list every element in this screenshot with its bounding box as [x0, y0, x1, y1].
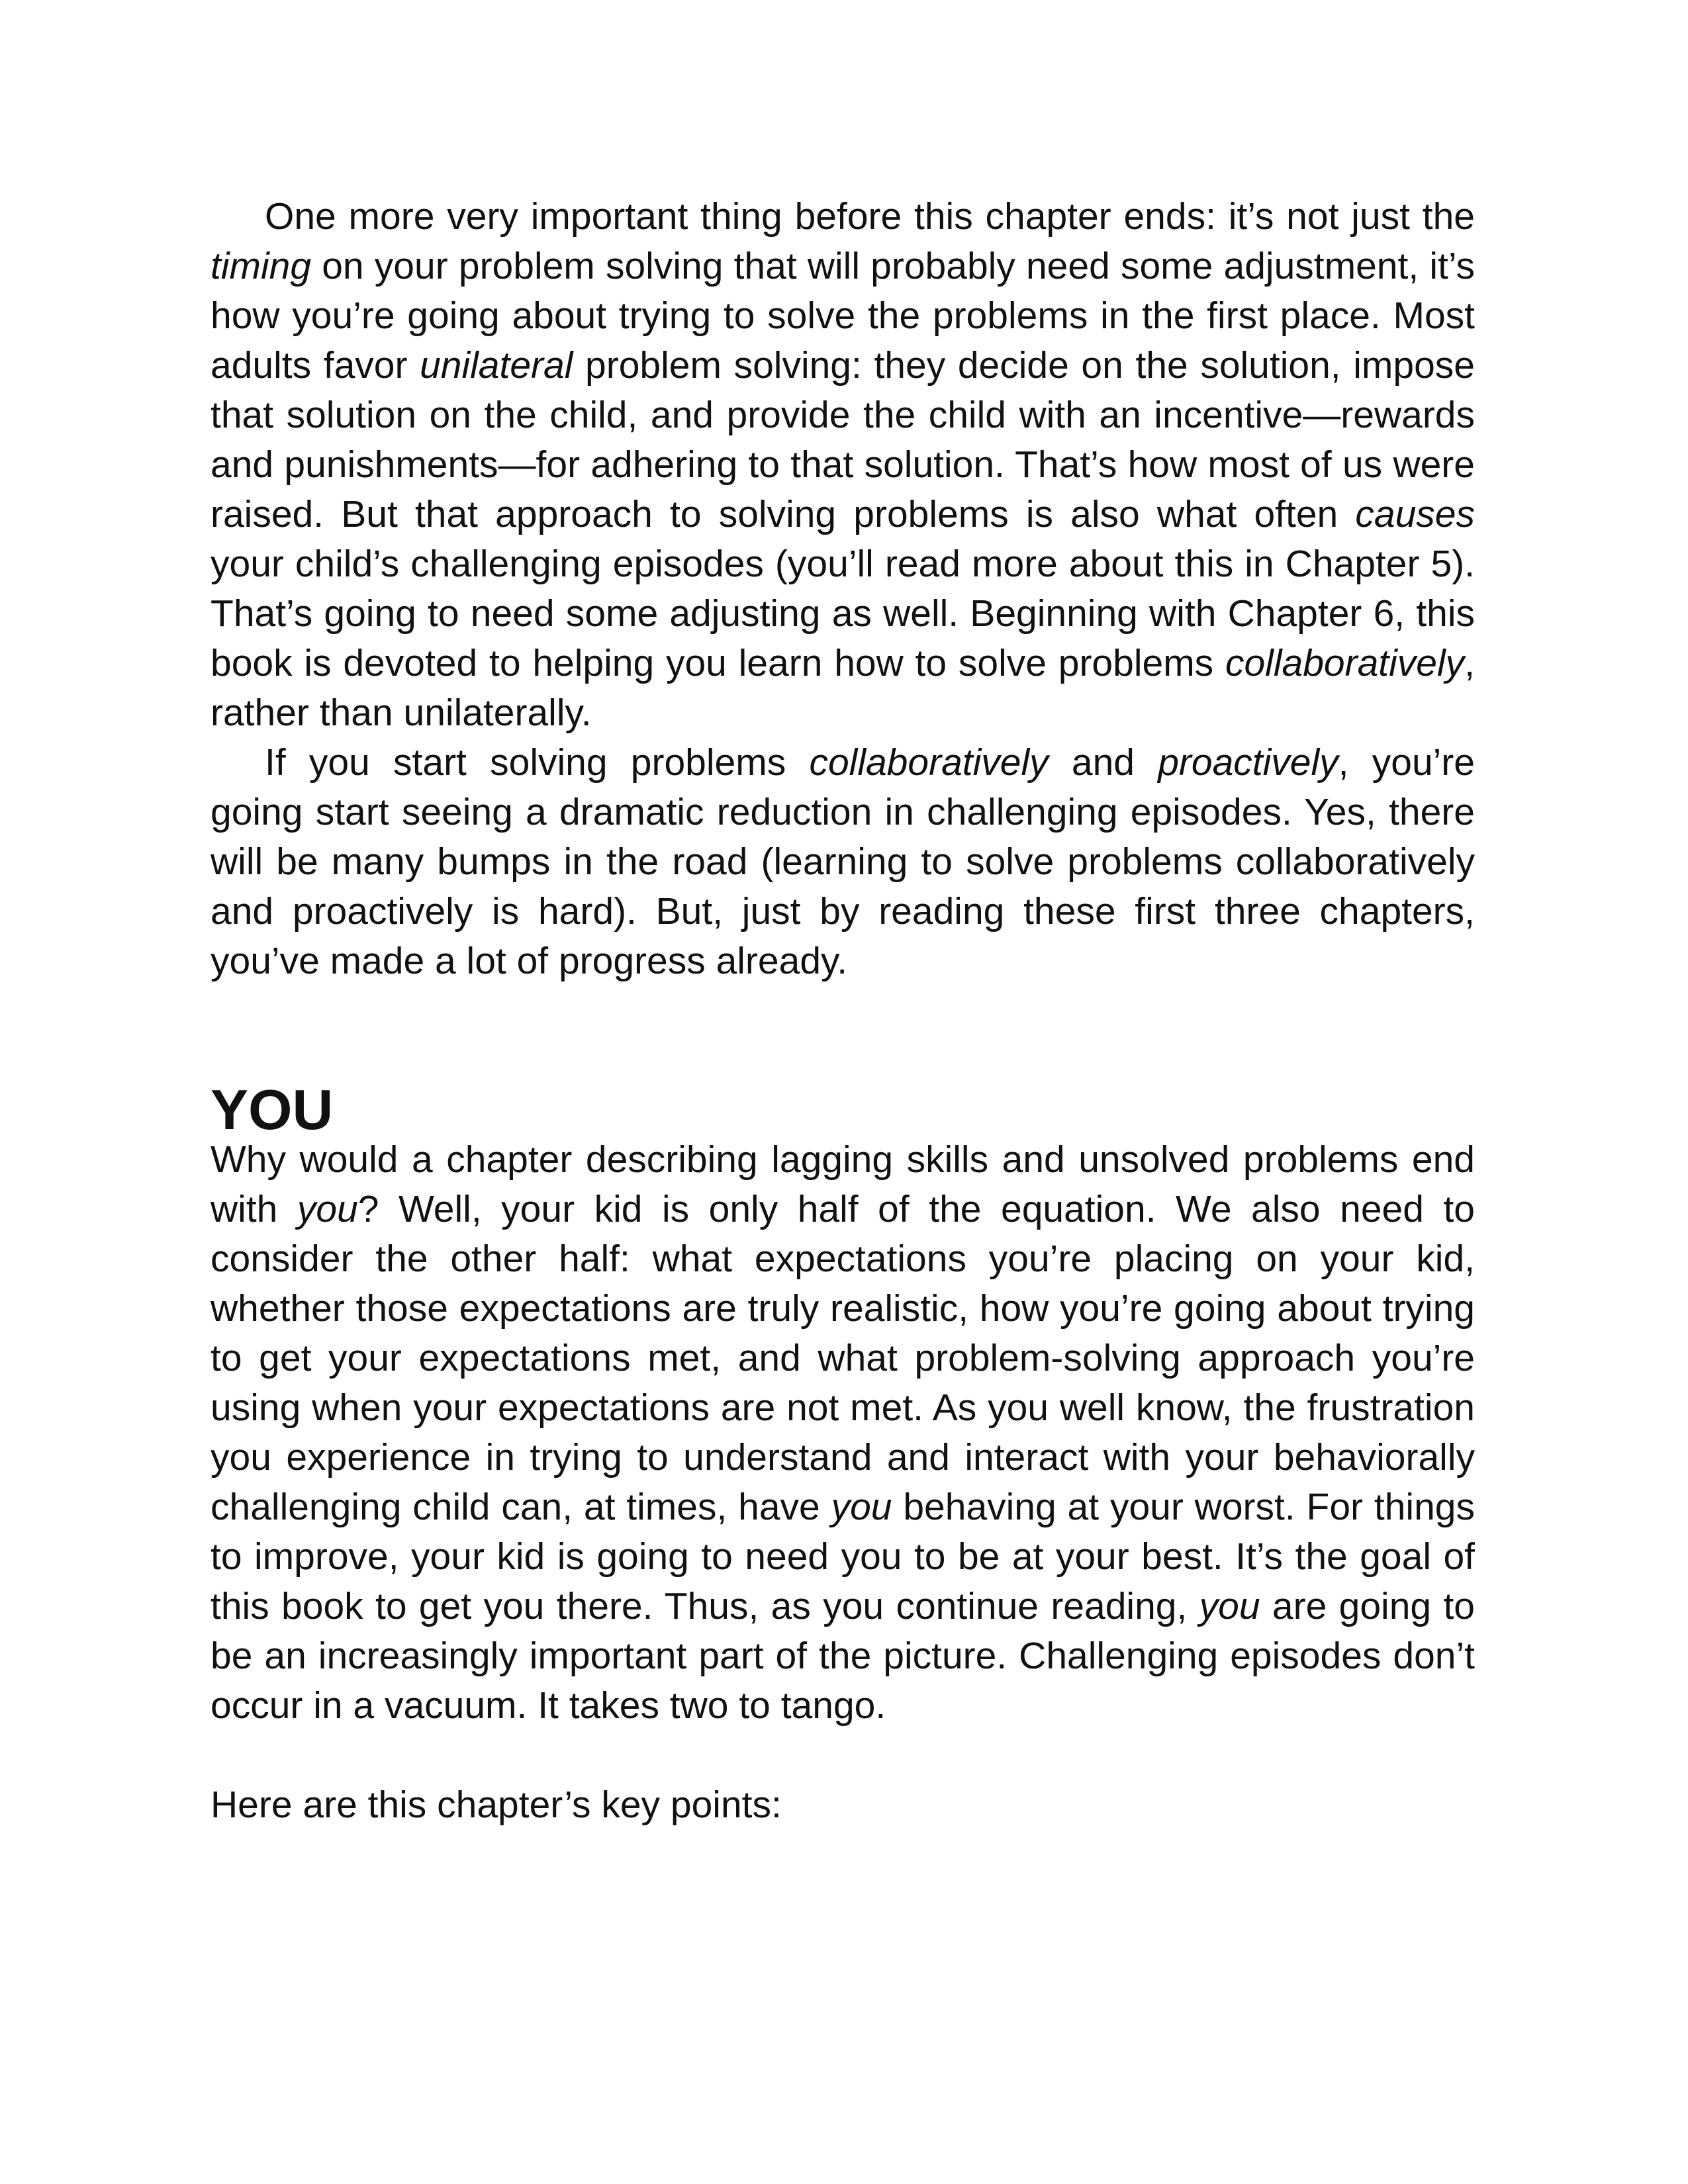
section-heading-you: YOU: [211, 1079, 334, 1142]
emphasis: you: [297, 1188, 358, 1230]
emphasis: proactively: [1158, 741, 1338, 784]
emphasis: collaboratively: [809, 741, 1049, 784]
emphasis: you: [1199, 1585, 1260, 1627]
emphasis: unilateral: [420, 344, 573, 387]
paragraph-collaborative-proactive: If you start solving problems collaboratively and proactively, you’re going start seeing a dramatic reduction in challenging episodes. Yes, there will be many bumps in the road (learning to solve problems collaboratively and proactively is hard). But, just by reading these first three chapters, you’ve made a lot of progress already.: [211, 741, 1475, 982]
emphasis: timing: [211, 245, 312, 287]
key-points-intro: Here are this chapter’s key points:: [211, 1784, 782, 1826]
emphasis: you: [831, 1486, 892, 1528]
emphasis: collaboratively: [1225, 642, 1465, 684]
emphasis: causes: [1355, 493, 1475, 535]
paragraph-you-section: Why would a chapter describing lagging skills and unsolved problems end with you? Well, your kid is only half of the equation. We also need to consider the other half: what expectations you’re placing on your kid, whether those expectations are truly realistic, how you’re going about trying to get your expectations met, and what problem-solving approach you’re using when your expectations are not met. As you well know, the frustration you experience in trying to understand and interact with your behaviorally challenging child can, at times, have you behaving at your worst. For things to improve, your kid is going to need you to be at your best. It’s the goal of this book to get you there. Thus, as you continue reading, you are going to be an increasingly important part of the picture. Challenging episodes don’t occur in a vacuum. It takes two to tango.: [211, 1138, 1475, 1727]
document-page: [211, 192, 1475, 1830]
paragraph-unilateral-problem-solving: One more very important thing before this chapter ends: it’s not just the timing on your problem solving that will probably need some adjustment, it’s how you’re going about trying to solve the problems in the first place. Most adults favor unilateral problem solving: they decide on the solution, impose that solution on the child, and provide the child with an incentive—rewards and punishments—for adhering to that solution. That’s how most of us were raised. But that approach to solving problems is also what often causes your child’s challenging episodes (you’ll read more about this in Chapter 5). That’s going to need some adjusting as well. Beginning with Chapter 6, this book is devoted to helping you learn how to solve problems collaboratively, rather than unilaterally.: [211, 195, 1475, 734]
